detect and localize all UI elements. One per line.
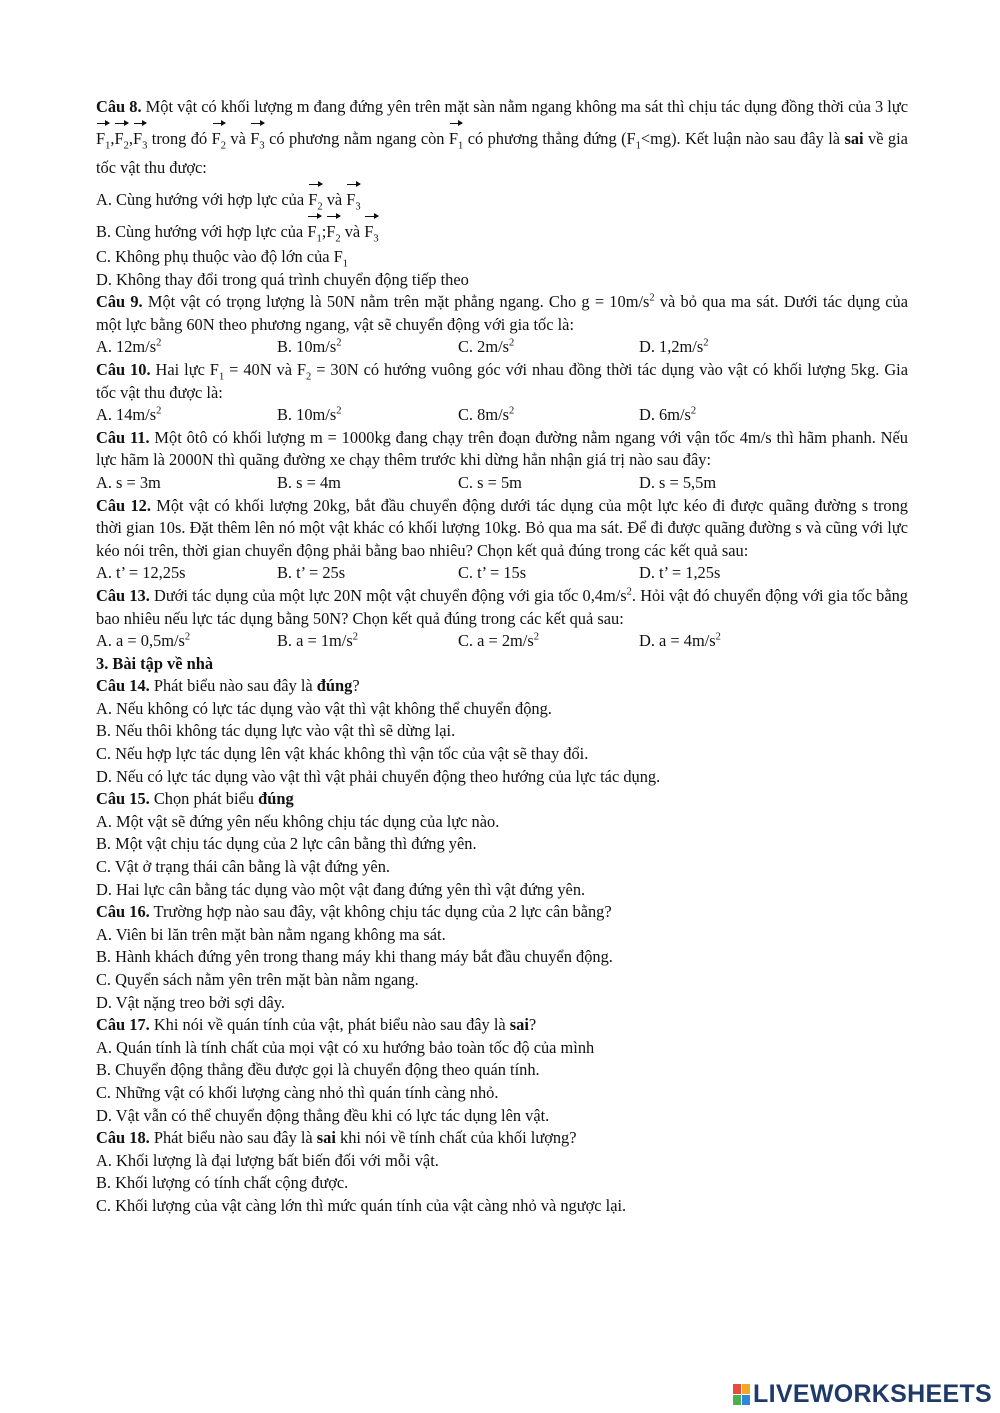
question-16-option-a: A. Viên bi lăn trên mặt bàn nằm ngang không ma sát.: [96, 924, 446, 944]
logo-square: [733, 1395, 741, 1405]
question-15-stem: Câu 15. Chọn phát biểu đúng: [96, 789, 294, 809]
question-8-option-a: A. Cùng hướng với hợp lực của $F_2$ và $F_3$: [96, 182, 908, 214]
question-15-option-a: A. Một vật sẽ đứng yên nếu không chịu tác dụng của lực nào.: [96, 811, 500, 831]
question-15-option-b: B. Một vật chịu tác dụng của 2 lực cân bằng thì đứng yên.: [96, 834, 477, 854]
question-16-option-d: D. Vật nặng treo bởi sợi dây.: [96, 992, 285, 1012]
vector-F1: $F_1$: [449, 121, 463, 153]
vector-F3: $F_3$: [133, 121, 147, 153]
option-d: D. s = 5,5m: [639, 472, 717, 492]
option-b: B. $a = 1m/s^2$: [277, 631, 358, 651]
question-14-option-c: C. Nếu hợp lực tác dụng lên vật khác không thì vận tốc của vật sẽ thay đổi.: [96, 744, 589, 764]
option-a: A. $12m/s^2$: [96, 337, 162, 357]
question-14-option-a: A. Nếu không có lực tác dụng vào vật thì vật không thể chuyển động.: [96, 698, 552, 718]
question-18-stem: Câu 18. Phát biểu nào sau đây là sai khi nói về tính chất của khối lượng?: [96, 1128, 577, 1148]
question-11-stem: Câu 11. Một ôtô có khối lượng m = 1000kg đang chạy trên đoạn đường nằm ngang với vận tốc 4m/s thì hãm phanh. Nếu lực hãm là 2000N thì quãng đường xe chạy thêm trước khi dừng hẳn nhận giá trị nào sau đây:: [96, 427, 908, 470]
logo-square: [742, 1395, 750, 1405]
option-c: C. t’ = 15s: [458, 563, 527, 583]
question-8-stem: Câu 8. Một vật có khối lượng m đang đứng yên trên mặt sàn nằm ngang không ma sát thì chịu tác dụng đồng thời của 3 lực $F_1,F_2,F_3$ trong đó $F_2$ và $F_3$ có phương nằm ngang còn $F_1$ có phương thẳng đứng $(F_1<mg)$. Kết luận nào sau đây là sai về gia tốc vật thu được:: [96, 97, 908, 177]
question-12-options: [96, 562, 908, 585]
question-14-stem: Câu 14. Phát biểu nào sau đây là đúng?: [96, 676, 360, 696]
question-16-stem: Câu 16. Trường hợp nào sau đây, vật không chịu tác dụng của 2 lực cân bằng?: [96, 902, 612, 922]
question-18-option-b: B. Khối lượng có tính chất cộng được.: [96, 1173, 349, 1193]
option-b: B. $10m/s^2$: [277, 337, 342, 357]
question-8-option-c: C. Không phụ thuộc vào độ lớn của $F_1$: [96, 247, 349, 270]
question-16-option-b: B. Hành khách đứng yên trong thang máy khi thang máy bắt đầu chuyển động.: [96, 947, 613, 967]
option-a: A. t’ = 12,25s: [96, 563, 186, 583]
logo-square: [733, 1384, 741, 1394]
question-14-option-b: B. Nếu thôi không tác dụng lực vào vật thì sẽ dừng lại.: [96, 721, 456, 741]
liveworksheets-logo[interactable]: [733, 1381, 992, 1407]
option-d: D. $6m/s^2$: [639, 405, 697, 425]
vector-F2: $F_2$: [326, 214, 340, 246]
option-d: D. $a = 4m/s^2$: [639, 631, 721, 651]
question-18-option-a: A. Khối lượng là đại lượng bất biến đối với mỗi vật.: [96, 1150, 439, 1170]
keyword-sai: sai: [844, 129, 864, 148]
vector-F1: $F_1$: [96, 121, 110, 153]
question-18-option-c: C. Khối lượng của vật càng lớn thì mức quán tính của vật càng nhỏ và ngược lại.: [96, 1195, 627, 1215]
vector-F3: $F_3$: [346, 182, 360, 214]
question-17-stem: Câu 17. Khi nói về quán tính của vật, phát biểu nào sau đây là sai?: [96, 1015, 537, 1035]
logo-square: [742, 1384, 750, 1394]
question-label: Câu 8.: [96, 97, 142, 116]
option-b: B. s = 4m: [277, 472, 341, 492]
option-c: C. s = 5m: [458, 472, 522, 492]
option-c: C. $8m/s^2$: [458, 405, 515, 425]
question-9-stem: Câu 9. Một vật có trọng lượng là 50N nằm trên mặt phẳng ngang. Cho $g = 10m/s^2$ và bỏ qua ma sát. Dưới tác dụng của một lực bằng 60N theo phương ngang, vật sẽ chuyển động với gia tốc là:: [96, 292, 908, 334]
option-a: A. s = 3m: [96, 472, 161, 492]
question-15-option-d: D. Hai lực cân bằng tác dụng vào một vật đang đứng yên thì vật đứng yên.: [96, 879, 586, 899]
vector-F2: $F_2$: [308, 182, 322, 214]
question-17-option-a: A. Quán tính là tính chất của mọi vật có xu hướng bảo toàn tốc độ của mình: [96, 1037, 595, 1057]
question-13-stem: Câu 13. Dưới tác dụng của một lực 20N một vật chuyển động với gia tốc $0,4m/s^2$. Hỏi vật đó chuyển động với gia tốc bằng bao nhiêu nếu lực tác dụng bằng 50N? Chọn kết quả đúng trong các kết quả sau:: [96, 585, 909, 628]
liveworksheets-logo-icon: [733, 1384, 749, 1404]
option-a: A. $a = 0,5m/s^2$: [96, 631, 191, 651]
vector-F2: $F_2$: [114, 121, 128, 153]
question-8-option-b: B. Cùng hướng với hợp lực của $F_1;F_2$ và $F_3$: [96, 214, 908, 246]
vector-F1: $F_1$: [307, 214, 321, 246]
question-17-option-b: B. Chuyển động thẳng đều được gọi là chuyển động theo quán tính.: [96, 1060, 540, 1080]
question-15-option-c: C. Vật ở trạng thái cân bằng là vật đứng yên.: [96, 857, 390, 877]
question-9-options: [96, 336, 908, 359]
question-12-stem: Câu 12. Một vật có khối lượng 20kg, bắt đầu chuyển động dưới tác dụng của một lực kéo đi được quãng đường s trong thời gian 10s. Đặt thêm lên nó một vật khác có khối lượng 10kg. Bỏ qua ma sát. Để đi được quãng đường s và cũng với lực kéo nói trên, thời gian chuyển động phải bằng bao nhiêu? Chọn kết quả đúng trong các kết quả sau:: [96, 495, 908, 560]
question-11-options: [96, 472, 908, 495]
vector-F3: $F_3$: [364, 214, 378, 246]
option-b: B. t’ = 25s: [277, 563, 346, 583]
question-14-option-d: D. Nếu có lực tác dụng vào vật thì vật phải chuyển động theo hướng của lực tác dụng.: [96, 766, 661, 786]
vector-F3: $F_3$: [250, 121, 264, 153]
question-16-option-c: C. Quyển sách nằm yên trên mặt bàn nằm ngang.: [96, 970, 419, 989]
question-17-option-d: D. Vật vẫn có thể chuyển động thẳng đều khi có lực tác dụng lên vật.: [96, 1105, 550, 1125]
option-d: D. t’ = 1,25s: [639, 563, 721, 583]
option-b: B. $10m/s^2$: [277, 405, 342, 425]
option-c: C. $2m/s^2$: [458, 337, 515, 357]
option-d: D. $1,2m/s^2$: [639, 337, 709, 357]
question-17-option-c: C. Những vật có khối lượng càng nhỏ thì quán tính càng nhỏ.: [96, 1082, 499, 1102]
option-a: A. $14m/s^2$: [96, 405, 162, 425]
question-10-stem: Câu 10. Hai lực $F_1 = 40N$ và $F_2 = 30N$ có hướng vuông góc với nhau đồng thời tác dụng vào vật có khối lượng 5kg. Gia tốc vật thu được là:: [96, 359, 909, 402]
question-8-option-d: D. Không thay đổi trong quá trình chuyển động tiếp theo: [96, 269, 469, 289]
option-c: C. $a = 2m/s^2$: [458, 631, 539, 651]
vector-F2: $F_2$: [212, 121, 226, 153]
question-13-options: [96, 630, 908, 653]
section-heading-homework: 3. Bài tập về nhà: [96, 653, 214, 673]
worksheet-page: [96, 92, 908, 1218]
liveworksheets-logo-text: LIVEWORKSHEETS: [753, 1379, 992, 1408]
question-10-options: [96, 404, 908, 427]
